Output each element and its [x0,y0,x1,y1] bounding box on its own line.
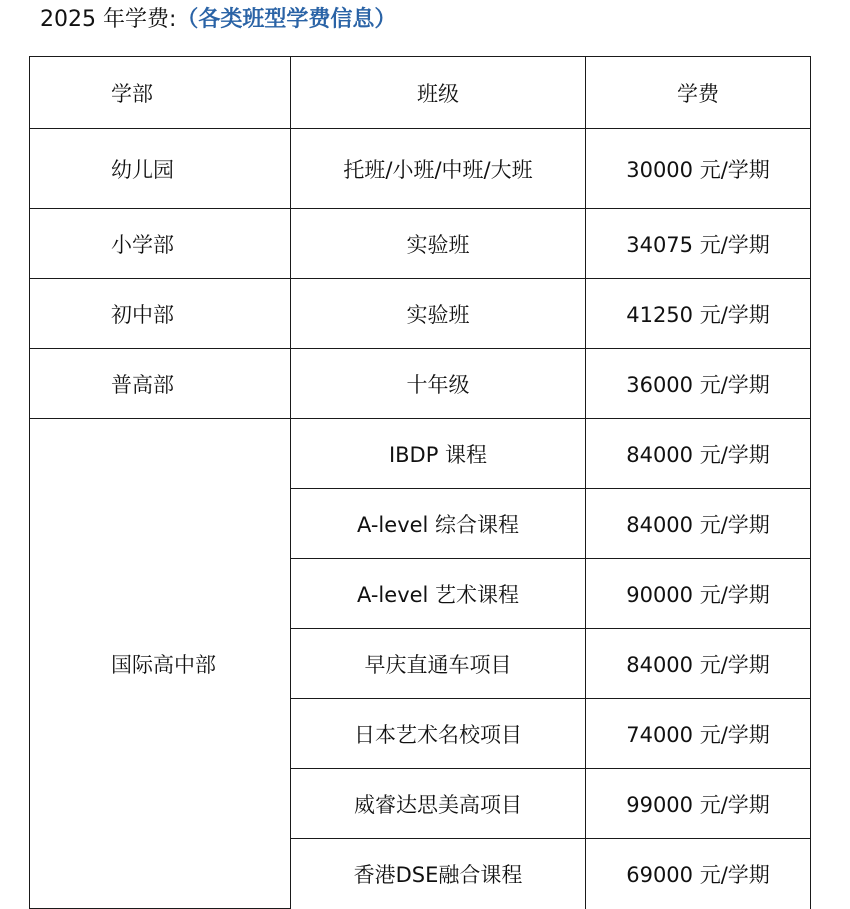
class-cell: 日本艺术名校项目 [291,699,586,769]
fee-cell: 34075 元/学期 [586,209,811,279]
column-header-dept: 学部 [30,57,291,129]
dept-cell-international: 国际高中部 [30,419,291,909]
fee-cell: 99000 元/学期 [586,769,811,839]
heading-subtitle: （各类班型学费信息） [176,7,397,32]
fee-cell: 36000 元/学期 [586,349,811,419]
column-header-fee: 学费 [586,57,811,129]
dept-cell: 初中部 [30,279,291,349]
table-row [30,129,811,209]
fee-cell: 74000 元/学期 [586,699,811,769]
class-cell: 十年级 [291,349,586,419]
fee-cell: 84000 元/学期 [586,629,811,699]
heading-prefix: 2025 年学费: [40,7,177,32]
class-cell: IBDP 课程 [291,419,586,489]
dept-cell: 幼儿园 [30,129,291,209]
class-cell: 实验班 [291,279,586,349]
fee-cell: 69000 元/学期 [586,839,811,909]
fee-cell: 90000 元/学期 [586,559,811,629]
class-cell: A-level 艺术课程 [291,559,586,629]
class-cell: A-level 综合课程 [291,489,586,559]
fee-cell: 84000 元/学期 [586,489,811,559]
fee-cell: 41250 元/学期 [586,279,811,349]
table-row [30,279,811,349]
dept-cell: 普高部 [30,349,291,419]
table-row [30,419,811,489]
tuition-table [29,56,811,909]
table-header-row [30,57,811,129]
fee-cell: 30000 元/学期 [586,129,811,209]
class-cell: 早庆直通车项目 [291,629,586,699]
class-cell: 威睿达思美高项目 [291,769,586,839]
fee-cell: 84000 元/学期 [586,419,811,489]
column-header-class: 班级 [291,57,586,129]
table-row [30,349,811,419]
table-row [30,209,811,279]
dept-cell: 小学部 [30,209,291,279]
class-cell: 实验班 [291,209,586,279]
class-cell: 托班/小班/中班/大班 [291,129,586,209]
class-cell: 香港DSE融合课程 [291,839,586,909]
page-heading [40,5,396,35]
